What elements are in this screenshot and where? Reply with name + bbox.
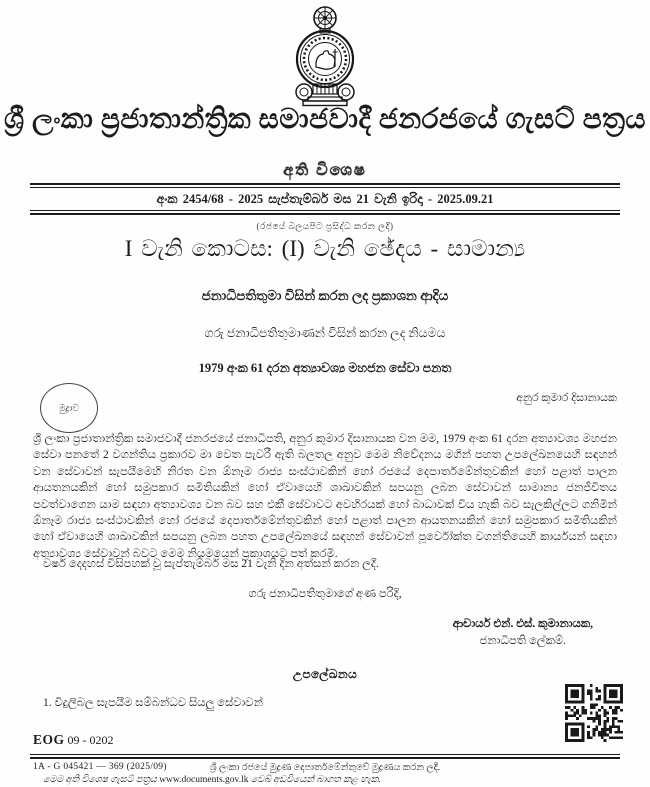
eog-number: 09 - 0202	[67, 733, 114, 747]
secretary-name: ආචාර්ය එන්. එස්. කුමානායක,	[452, 618, 593, 630]
gazette-title: ශ්‍රී ලංකා ප්‍රජාතාන්ත්‍රික සමාජවාදී ජනරජයේ ගැසට් පත්‍රය	[3, 104, 647, 135]
download-note-prefix: මෙම අති විශෙෂ ගැසට් පත්‍රය	[43, 775, 160, 785]
gazette-url: www.documents.gov.lk	[159, 775, 249, 785]
printed-by-note: ශ්‍රී ලංකා රජයේ මුද්‍රණ දෙපාර්තමේන්තුවේ මුද්‍රණය කරන ලදී.	[209, 763, 441, 773]
proclamations-heading: ජනාධිපතිතුමා විසින් කරන ලද ප්‍රකාශන ආදිය	[201, 288, 449, 303]
signed-date-line: වර්ෂ දෙදහස් විසිපහක් වූ සැප්තැම්බර් මස 21 වැනි දින අත්සන් කරන ලදී.	[43, 558, 379, 570]
download-note-suffix: වෙබ් අඩවියෙන් බාගත කළ හැක.	[248, 775, 381, 785]
download-note	[43, 774, 381, 785]
rule	[30, 183, 620, 185]
secretary-signature-block	[453, 616, 593, 650]
rule	[30, 757, 620, 759]
proclamation-body: ශ්‍රී ලංකා ප්‍රජාතාන්ත්‍රික සමාජවාදී ජනරජයේ ජනාධිපති, අනුර කුමාර දිසානායක වන මම, 1979 අංක 61 දරන අත්‍යාවශ්‍ය මහජන සේවා පනතේ 2 වගන්තිය ප්‍රකාරව මා වෙත පැවරී ඇති බලතල අනුව මෙම නිවේදනය මගින් පහත උපලේඛනයෙහි සඳහන් වන සේවාවන් සැපයීමෙහි නිරත වන ඕනෑම රාජ්‍ය සංස්ථාවකින් හෝ රජයේ දෙපාර්තමේන්තුවකින් හෝ පළාත් පාලන ආයතනයකින් හෝ සමුපකාර සමිතියකින් හෝ ඒවායෙහි ශාඛාවකින් සපයනු ලබන සේවාවන් සාමාන්‍ය ජනජීවිතය පවත්වාගෙන යාම සඳහා අත්‍යාවශ්‍ය වන බව සහ එකී සේවාවට අවහිරයක් හෝ බාධාවක් විය හැකි බව සැලකිල්ලට ගනිමින් ඕනෑම රාජ්‍ය සංස්ථාවකින් හෝ රජයේ දෙපාර්තමේන්තුවකින් හෝ පළාත් පාලන ආයතනයකින් හෝ සමුපකාර සමිතියකින් හෝ ඒවායෙහි ශාඛාවකින් සපයනු ලබන පහත උපලේඛනයේ සඳහන් සේවාවන් පූර්වෝක්ත වගන්තියෙහි කාර්යයන් සඳහා අත්‍යාවශ්‍ය සේවාවන් බවට මෙම නියමයෙන් ප්‍රකාශයට පත් කරමි.	[33, 433, 617, 560]
sri-lanka-state-emblem-icon	[286, 5, 364, 112]
president-name: අනුර කුමාර දිසානායක	[516, 392, 617, 404]
gazette-subtitle: අති විශෙෂ	[283, 162, 367, 179]
schedule-item: 1. විදුලිබල සැපයීම සම්බන්ධව සියලු සේවාවන්	[43, 697, 263, 709]
schedule-heading: උපලේඛනය	[292, 667, 358, 681]
qr-code-icon	[565, 684, 623, 742]
act-reference-heading: 1979 අංක 61 දරන අත්‍යාවශ්‍ය මහජන සේවා පනත	[198, 361, 452, 375]
issue-bar	[30, 183, 620, 215]
seal-label: මුද්‍රාව	[59, 402, 79, 413]
rule	[30, 213, 620, 215]
part-section-heading: I වැනි කොටස: (I) වැනි ඡේදය - සාමාන්‍ය	[124, 236, 526, 261]
rule	[30, 210, 620, 211]
eog-code	[33, 732, 114, 748]
presidential-seal	[40, 383, 98, 433]
print-reference: 1A - G 045421 — 369 (2025/09)	[33, 762, 167, 772]
by-order-line: ගරු ජනාධිපතිතුමාගේ අණ පරිදි,	[248, 588, 402, 600]
rule	[30, 754, 620, 755]
order-by-president-heading: ගරු ජනාධිපතිතුමාණන් විසින් කරන ලද නියමය	[204, 326, 446, 340]
issue-date-line: අංක 2454/68 - 2025 සැප්තැම්බර් මස 21 වැනි ඉරිදා - 2025.09.21	[156, 192, 494, 206]
published-by-authority-note: (රජයේ බලයපිට ප්‍රසිද්ධ කරන ලදී)	[256, 221, 394, 231]
footer-imprint-row	[33, 762, 617, 773]
eog-prefix: EOG	[33, 732, 65, 747]
secretary-title: ජනාධිපති ලේකම්.	[479, 635, 567, 647]
footer-rule	[30, 754, 620, 759]
